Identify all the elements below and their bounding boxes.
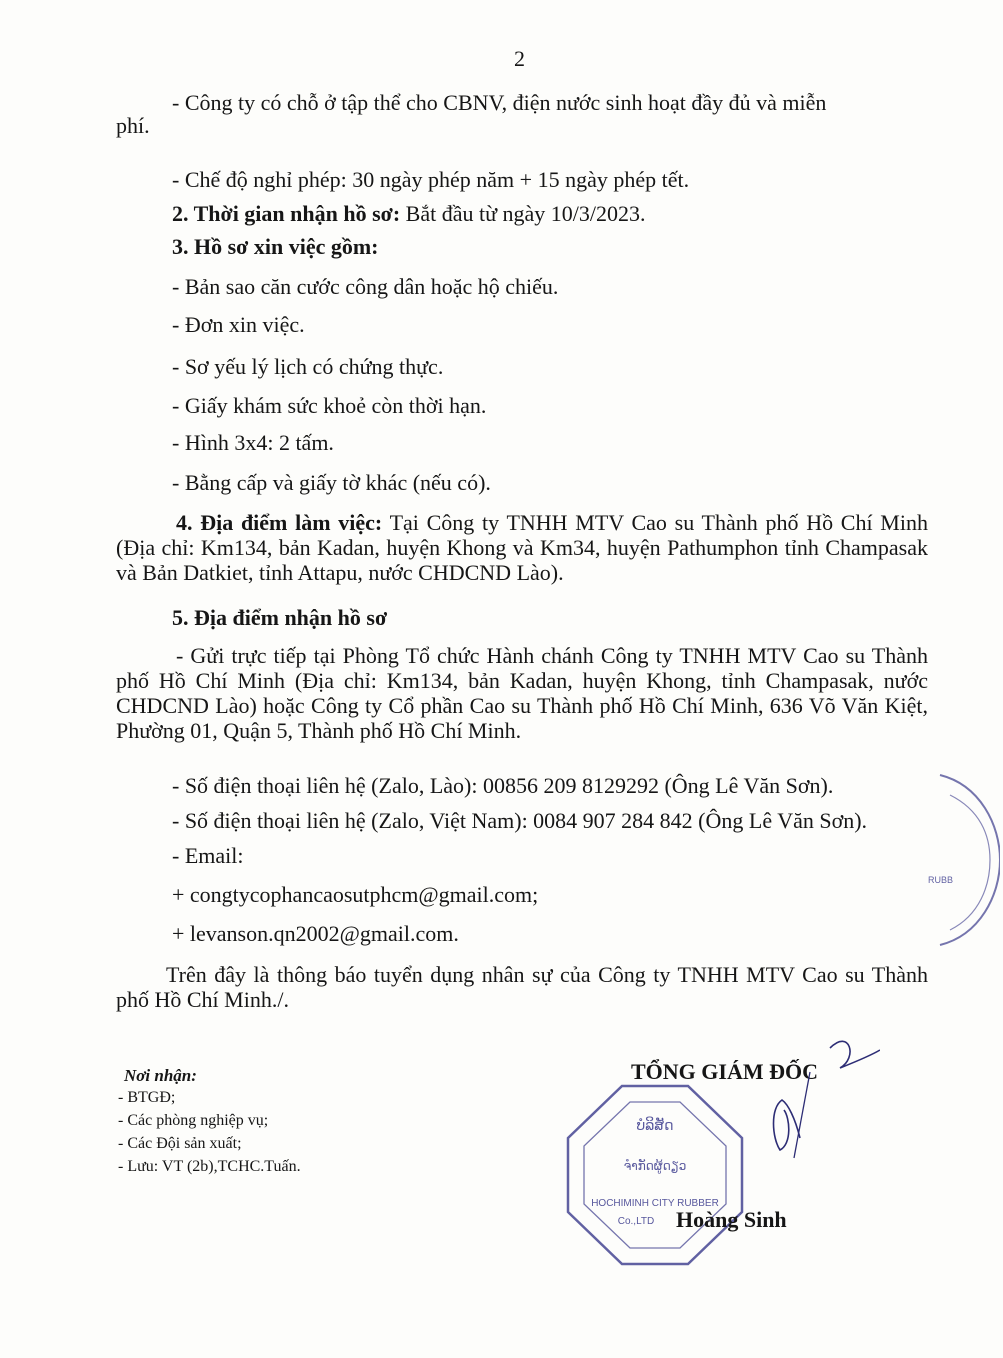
email-label: - Email: [172, 843, 244, 868]
doc-item: - Hình 3x4: 2 tấm. [172, 430, 334, 455]
doc-item: - Đơn xin việc. [172, 312, 305, 337]
page-number: 2 [514, 46, 525, 71]
doc-item: - Sơ yếu lý lịch có chứng thực. [172, 354, 444, 379]
section-3-heading: 3. Hồ sơ xin việc gồm: [172, 234, 379, 259]
svg-text:ຈຳກັດຜູ້ດຽວ: ຈຳກັດຜູ້ດຽວ [623, 1159, 687, 1173]
recipient-item: - Các phòng nghiệp vụ; [118, 1112, 269, 1129]
section-2 [172, 201, 646, 227]
signature-title: TỔNG GIÁM ĐỐC [631, 1059, 818, 1084]
section-5-heading: 5. Địa điểm nhận hồ sơ [172, 605, 388, 630]
recipient-item: - Lưu: VT (2b),TCHC.Tuấn. [118, 1158, 301, 1175]
doc-item: - Giấy khám sức khoẻ còn thời hạn. [172, 393, 487, 418]
svg-text:ບໍລິສັດ: ບໍລິສັດ [636, 1118, 674, 1134]
signature-scribble [740, 1018, 880, 1178]
section-4 [116, 510, 928, 585]
doc-item: - Bằng cấp và giấy tờ khác (nếu có). [172, 470, 491, 495]
edge-seal-fragment [920, 765, 1000, 955]
section-4-heading: 4. Địa điểm làm việc: [176, 510, 383, 535]
section-2-text: Bắt đầu từ ngày 10/3/2023. [400, 201, 646, 226]
section-2-heading: 2. Thời gian nhận hồ sơ: [172, 201, 401, 226]
closing-paragraph: Trên đây là thông báo tuyển dụng nhân sự của Công ty TNHH MTV Cao su Thành phố Hồ Chí Minh./. [116, 962, 928, 1012]
recipient-item: - Các Đội sản xuất; [118, 1135, 242, 1152]
email-2: + levanson.qn2002@gmail.com. [172, 921, 459, 946]
section-4-text: Tại Công ty TNHH MTV Cao su Thành phố Hồ Chí Minh (Địa chỉ: Km134, bản Kadan, huyện Khong và Km34, huyện Pathumphon tỉnh Champasak và Bản Datkiet, tỉnh Attapu, nước CHDCND Lào). [116, 510, 928, 585]
section-5-text: - Gửi trực tiếp tại Phòng Tổ chức Hành chánh Công ty TNHH MTV Cao su Thành phố Hồ Chí Minh (Địa chỉ: Km134, bản Kadan, huyện Khong, tỉnh Champasak, nước CHDCND Lào) hoặc Công ty Cổ phần Cao su Thành phố Hồ Chí Minh, 636 Võ Văn Kiệt, Phường 01, Quận 5, Thành phố Hồ Chí Minh. [116, 643, 928, 743]
signatory-name: Hoàng Sinh [676, 1207, 787, 1232]
recipients-title: Nơi nhận: [124, 1066, 197, 1085]
company-seal [560, 1080, 750, 1270]
line-leave: - Chế độ nghỉ phép: 30 ngày phép năm + 15 ngày phép tết. [172, 167, 690, 192]
seal-line-2: Co.,LTD [617, 1216, 655, 1227]
svg-text:RUBB: RUBB [928, 875, 954, 885]
phone-vietnam: - Số điện thoại liên hệ (Zalo, Việt Nam): 0084 907 284 842 (Ông Lê Văn Sơn). [172, 808, 868, 833]
email-1: + congtycophancaosutphcm@gmail.com; [172, 882, 539, 907]
recipient-item: - BTGĐ; [118, 1089, 176, 1106]
phone-lao: - Số điện thoại liên hệ (Zalo, Lào): 00856 209 8129292 (Ông Lê Văn Sơn). [172, 773, 834, 798]
line-accommodation: - Công ty có chỗ ở tập thể cho CBNV, điện nước sinh hoạt đầy đủ và miễn [172, 90, 827, 115]
doc-item: - Bản sao căn cước công dân hoặc hộ chiếu. [172, 274, 559, 299]
line-accommodation-cont: phí. [116, 113, 150, 138]
seal-line-1: HOCHIMINH CITY RUBBER [591, 1198, 719, 1209]
